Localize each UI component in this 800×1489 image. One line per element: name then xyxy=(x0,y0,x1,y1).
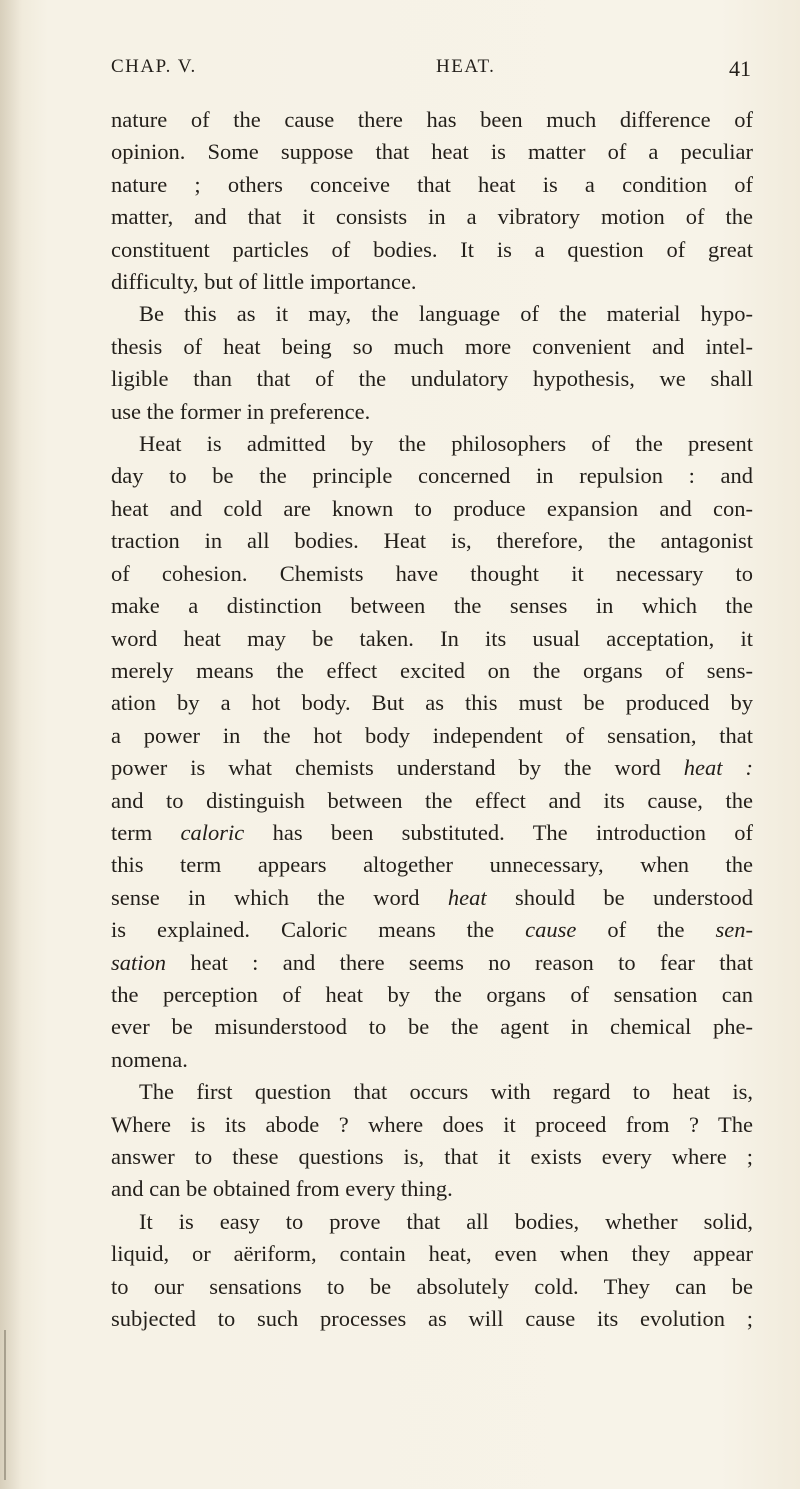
text-line xyxy=(111,752,753,784)
text-line: use the former in preference. xyxy=(111,398,371,424)
text-line xyxy=(111,882,753,914)
text-line: ever be misunderstood to be the agent in chemical phe- xyxy=(111,1014,753,1040)
text-segment: is explained. Caloric means the xyxy=(111,917,495,943)
text-line: Where is its abode ? where does it proceed from ? The xyxy=(111,1111,753,1137)
text-line: Heat is admitted by the philosophers of the present xyxy=(139,431,753,457)
text-line: traction in all bodies. Heat is, therefore, the antagonist xyxy=(111,528,753,554)
text-line: and can be obtained from every thing. xyxy=(111,1176,453,1202)
italic-term: sation xyxy=(111,949,167,975)
running-head xyxy=(111,56,751,84)
text-line: matter, and that it consists in a vibratory motion of the xyxy=(111,204,753,230)
text-line: this term appears altogether unnecessary, when the xyxy=(111,852,753,878)
text-line xyxy=(111,947,753,979)
text-segment: heat : and there seems no reason to fear that xyxy=(190,949,753,975)
italic-term: heat xyxy=(447,884,487,910)
text-line: difficulty, but of little importance. xyxy=(111,269,417,295)
italic-term: caloric xyxy=(180,819,245,845)
paragraph xyxy=(111,1206,753,1336)
text-line: opinion. Some suppose that heat is matter of a peculiar xyxy=(111,139,753,165)
text-line: ation by a hot body. But as this must be produced by xyxy=(111,690,753,716)
text-line: ligible than that of the undulatory hypothesis, we shall xyxy=(111,366,753,392)
paragraph xyxy=(111,298,753,428)
text-segment: term xyxy=(111,819,153,845)
page-number: 41 xyxy=(729,56,751,81)
text-line: subjected to such processes as will cause its evolution ; xyxy=(111,1306,753,1332)
text-line: nature of the cause there has been much difference of xyxy=(111,107,753,132)
text-line: heat and cold are known to produce expansion and con- xyxy=(111,495,753,521)
text-line: The first question that occurs with regard to heat is, xyxy=(139,1079,753,1105)
text-line: of cohesion. Chemists have thought it necessary to xyxy=(111,560,753,586)
section-title: HEAT. xyxy=(436,56,496,77)
spine-shadow xyxy=(0,0,22,1489)
text-line: to our sensations to be absolutely cold. They can be xyxy=(111,1273,753,1299)
text-line: a power in the hot body independent of sensation, that xyxy=(111,722,753,748)
text-line: nomena. xyxy=(111,1046,188,1072)
italic-term: sen- xyxy=(715,917,753,943)
text-line: make a distinction between the senses in which the xyxy=(111,593,753,619)
chapter-label: CHAP. V. xyxy=(111,56,197,77)
text-line: the perception of heat by the organs of sensation can xyxy=(111,981,753,1007)
text-line: word heat may be taken. In its usual acceptation, it xyxy=(111,625,753,651)
text-segment: sense in which the word xyxy=(111,884,420,910)
text-line: answer to these questions is, that it exists every where ; xyxy=(111,1144,753,1169)
paragraph xyxy=(111,104,753,298)
text-line xyxy=(111,817,753,849)
text-line: constituent particles of bodies. It is a question of great xyxy=(111,236,753,262)
text-line: nature ; others conceive that heat is a condition of xyxy=(111,171,753,197)
text-line: merely means the effect excited on the organs of sens- xyxy=(111,657,753,683)
paragraph xyxy=(111,1076,753,1206)
text-line: and to distinguish between the effect and its cause, the xyxy=(111,787,753,813)
margin-mark xyxy=(4,1330,6,1480)
text-segment: has been substituted. The introduction of xyxy=(272,819,754,845)
text-line: Be this as it may, the language of the material hypo- xyxy=(139,301,753,327)
italic-term: cause xyxy=(525,917,577,943)
text-segment: should be understood xyxy=(515,884,754,910)
text-line: It is easy to prove that all bodies, whether solid, xyxy=(139,1208,753,1234)
text-line: thesis of heat being so much more convenient and intel- xyxy=(111,333,753,359)
text-line: liquid, or aëriform, contain heat, even when they appear xyxy=(111,1241,753,1267)
text-line: day to be the principle concerned in repulsion : and xyxy=(111,463,753,489)
italic-term: heat : xyxy=(683,755,754,781)
text-line xyxy=(111,914,753,946)
body-text xyxy=(111,104,753,1335)
paragraph xyxy=(111,428,753,1076)
text-segment: power is what chemists understand by the word xyxy=(111,755,661,781)
text-segment: of the xyxy=(607,917,685,943)
